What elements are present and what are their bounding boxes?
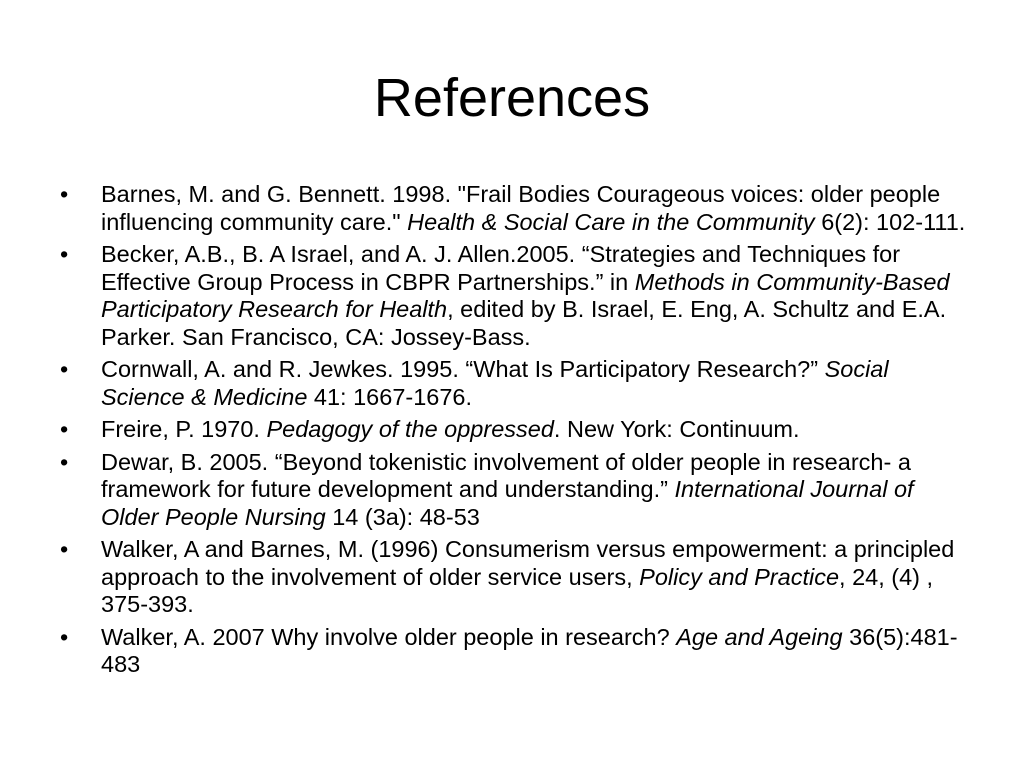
reference-source-title: International Journal of Older People Nursing	[101, 476, 914, 530]
reference-item	[60, 449, 970, 532]
reference-text: Cornwall, A. and R. Jewkes. 1995. “What Is Participatory Research?”	[101, 356, 825, 382]
reference-text: Freire, P. 1970.	[101, 416, 267, 442]
reference-source-title: Health & Social Care in the Community	[407, 208, 815, 235]
reference-text: Dewar, B. 2005. “Beyond tokenistic involvement of older people in research- a framework for future development and understanding.”	[101, 448, 911, 502]
reference-item	[60, 624, 970, 679]
reference-item	[60, 536, 970, 619]
reference-details: . New York: Continuum.	[553, 416, 800, 442]
reference-details: 6(2): 102-111.	[814, 208, 966, 235]
reference-details: 36(5):481-483	[101, 623, 958, 677]
reference-source-title: Social Science & Medicine	[101, 356, 889, 410]
reference-source-title: Pedagogy of the oppressed	[266, 416, 554, 442]
reference-text: Walker, A and Barnes, M. (1996) Consumerism versus empowerment: a principled approach to the involvement of older service users,	[101, 536, 955, 590]
slide-title: References	[373, 68, 651, 128]
reference-details: , 24, (4) , 375-393.	[101, 563, 934, 617]
reference-details: 41: 1667-1676.	[307, 383, 473, 410]
reference-source-title: Age and Ageing	[676, 623, 843, 650]
bullet-icon: •	[60, 416, 69, 442]
reference-text: Becker, A.B., B. A Israel, and A. J. Allen.2005. “Strategies and Techniques for Effective Group Process in CBPR Partnerships.” in	[101, 241, 901, 295]
reference-text: Barnes, M. and G. Bennett. 1998. "Frail Bodies Courageous voices: older people influencing community care."	[101, 181, 941, 235]
reference-item	[60, 241, 970, 351]
reference-details: 14 (3a): 48-53	[325, 503, 480, 530]
reference-source-title: Policy and Practice	[639, 563, 840, 590]
bullet-icon: •	[60, 448, 69, 475]
reference-details: , edited by B. Israel, E. Eng, A. Schultz and E.A. Parker. San Francisco, CA: Jossey-Bass.	[101, 296, 947, 350]
bullet-icon: •	[60, 241, 69, 267]
bullet-icon: •	[60, 181, 69, 207]
reference-item	[60, 356, 970, 411]
bullet-icon: •	[60, 623, 69, 650]
reference-text: Walker, A. 2007 Why involve older people in research?	[101, 623, 677, 650]
bullet-icon: •	[60, 356, 69, 382]
reference-item	[60, 181, 970, 236]
reference-item	[60, 416, 970, 444]
reference-source-title: Methods in Community-Based Participatory Research for Health	[101, 268, 950, 322]
bullet-icon: •	[60, 536, 69, 562]
reference-list	[60, 181, 970, 684]
